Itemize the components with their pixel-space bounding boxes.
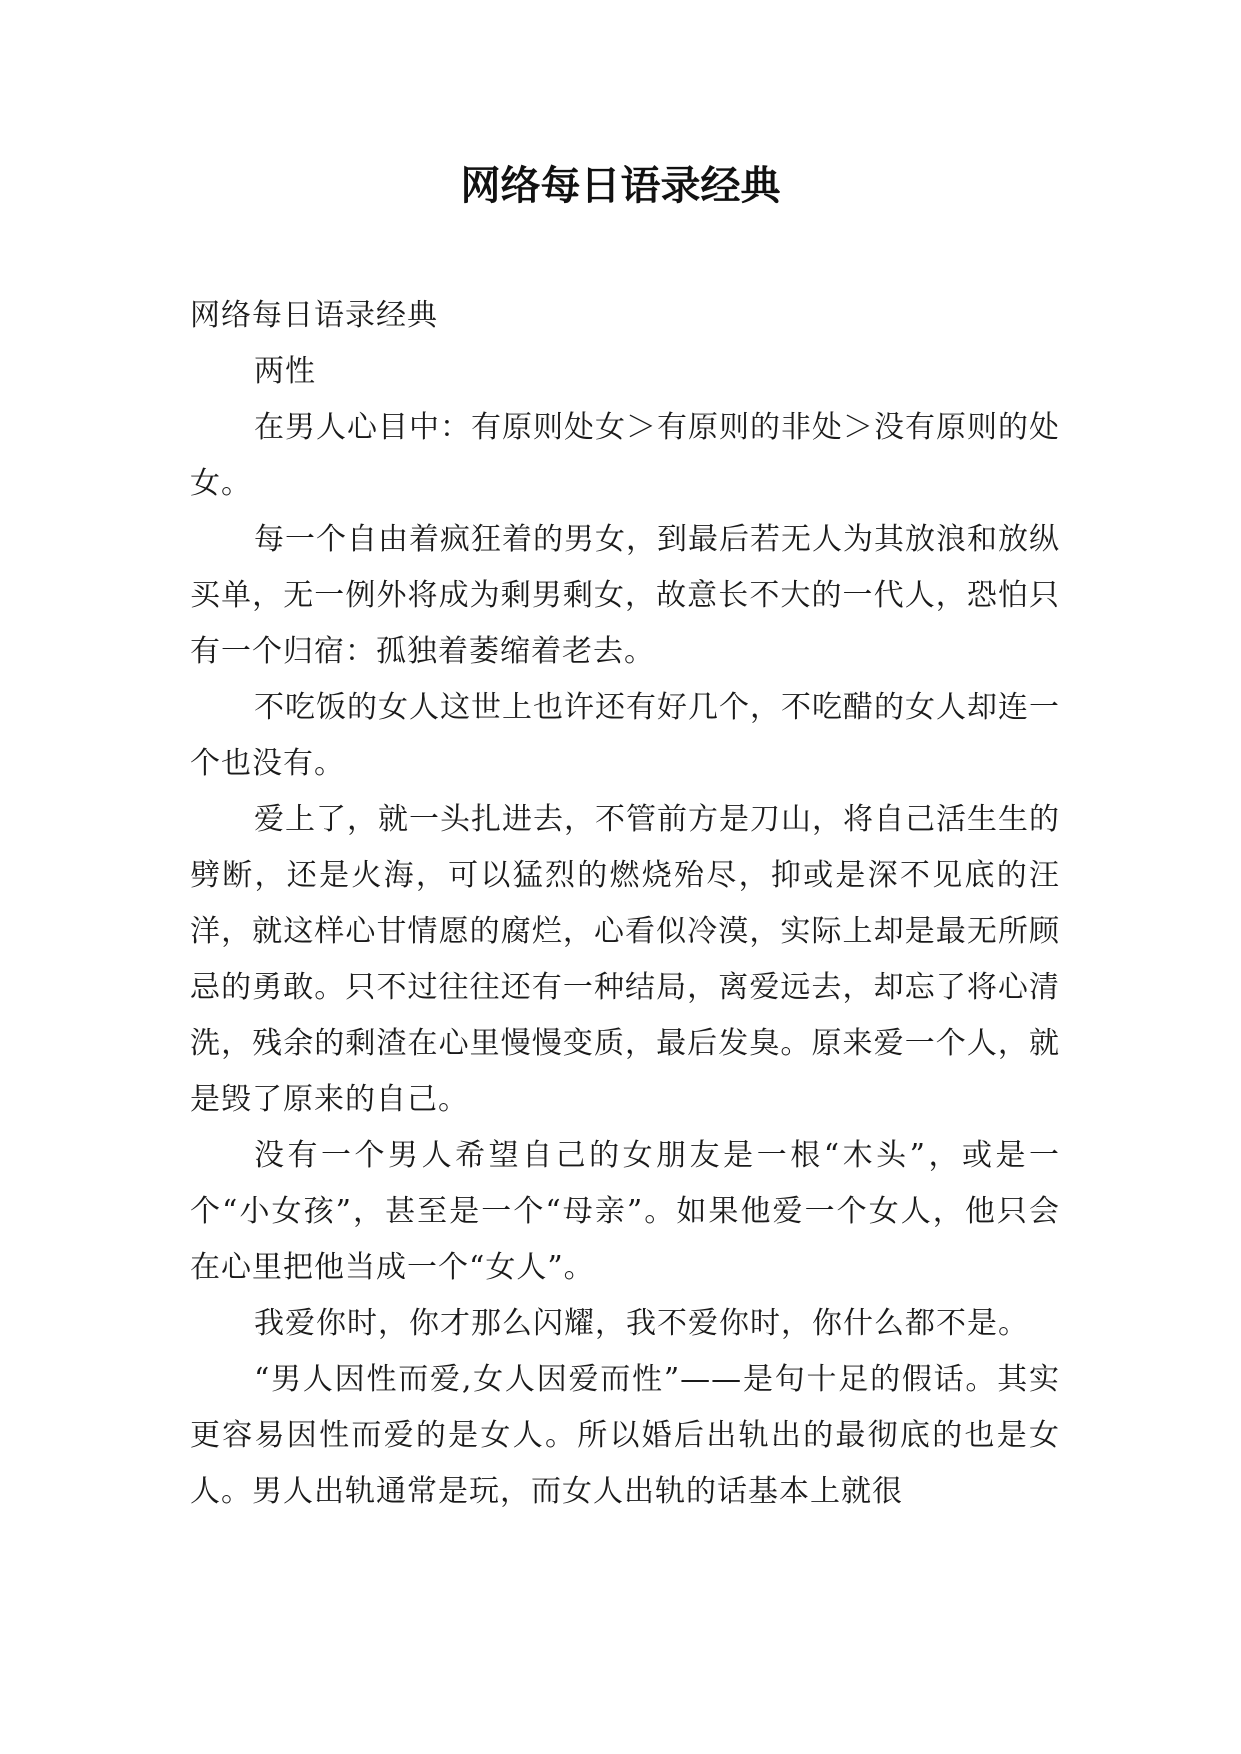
paragraph: 爱上了，就一头扎进去，不管前方是刀山，将自己活生生的劈断，还是火海，可以猛烈的燃烧殆尽，抑或是深不见底的汪洋，就这样心甘情愿的腐烂，心看似冷漠，实际上却是最无所顾忌的勇敢。只不过往往还有一种结局，离爱远去，却忘了将心清洗，残余的剩渣在心里慢慢变质，最后发臭。原来爱一个人，就是毁了原来的自己。: [190, 802, 1060, 1117]
paragraph-section-label: 两性: [254, 354, 316, 389]
document-title: 网络每日语录经典: [460, 162, 781, 209]
paragraph: 每一个自由着疯狂着的男女，到最后若无人为其放浪和放纵买单，无一例外将成为剩男剩女，故意长不大的一代人，恐怕只有一个归宿：孤独着萎缩着老去。: [190, 522, 1060, 669]
paragraph: 在男人心目中：有原则处女＞有原则的非处＞没有原则的处女。: [190, 410, 1060, 501]
document-body: [190, 288, 1060, 1520]
paragraph: 我爱你时，你才那么闪耀，我不爱你时，你什么都不是。: [254, 1306, 1029, 1341]
paragraph: 不吃饭的女人这世上也许还有好几个，不吃醋的女人却连一个也没有。: [190, 690, 1060, 781]
paragraph-heading: 网络每日语录经典: [190, 298, 438, 333]
paragraph: 没有一个男人希望自己的女朋友是一根“木头”，或是一个“小女孩”，甚至是一个“母亲”。如果他爱一个女人，他只会在心里把他当成一个“女人”。: [190, 1138, 1060, 1285]
paragraph: “男人因性而爱,女人因爱而性”——是句十足的假话。其实更容易因性而爱的是女人。所以婚后出轨出的最彻底的也是女人。男人出轨通常是玩，而女人出轨的话基本上就很: [190, 1362, 1060, 1509]
